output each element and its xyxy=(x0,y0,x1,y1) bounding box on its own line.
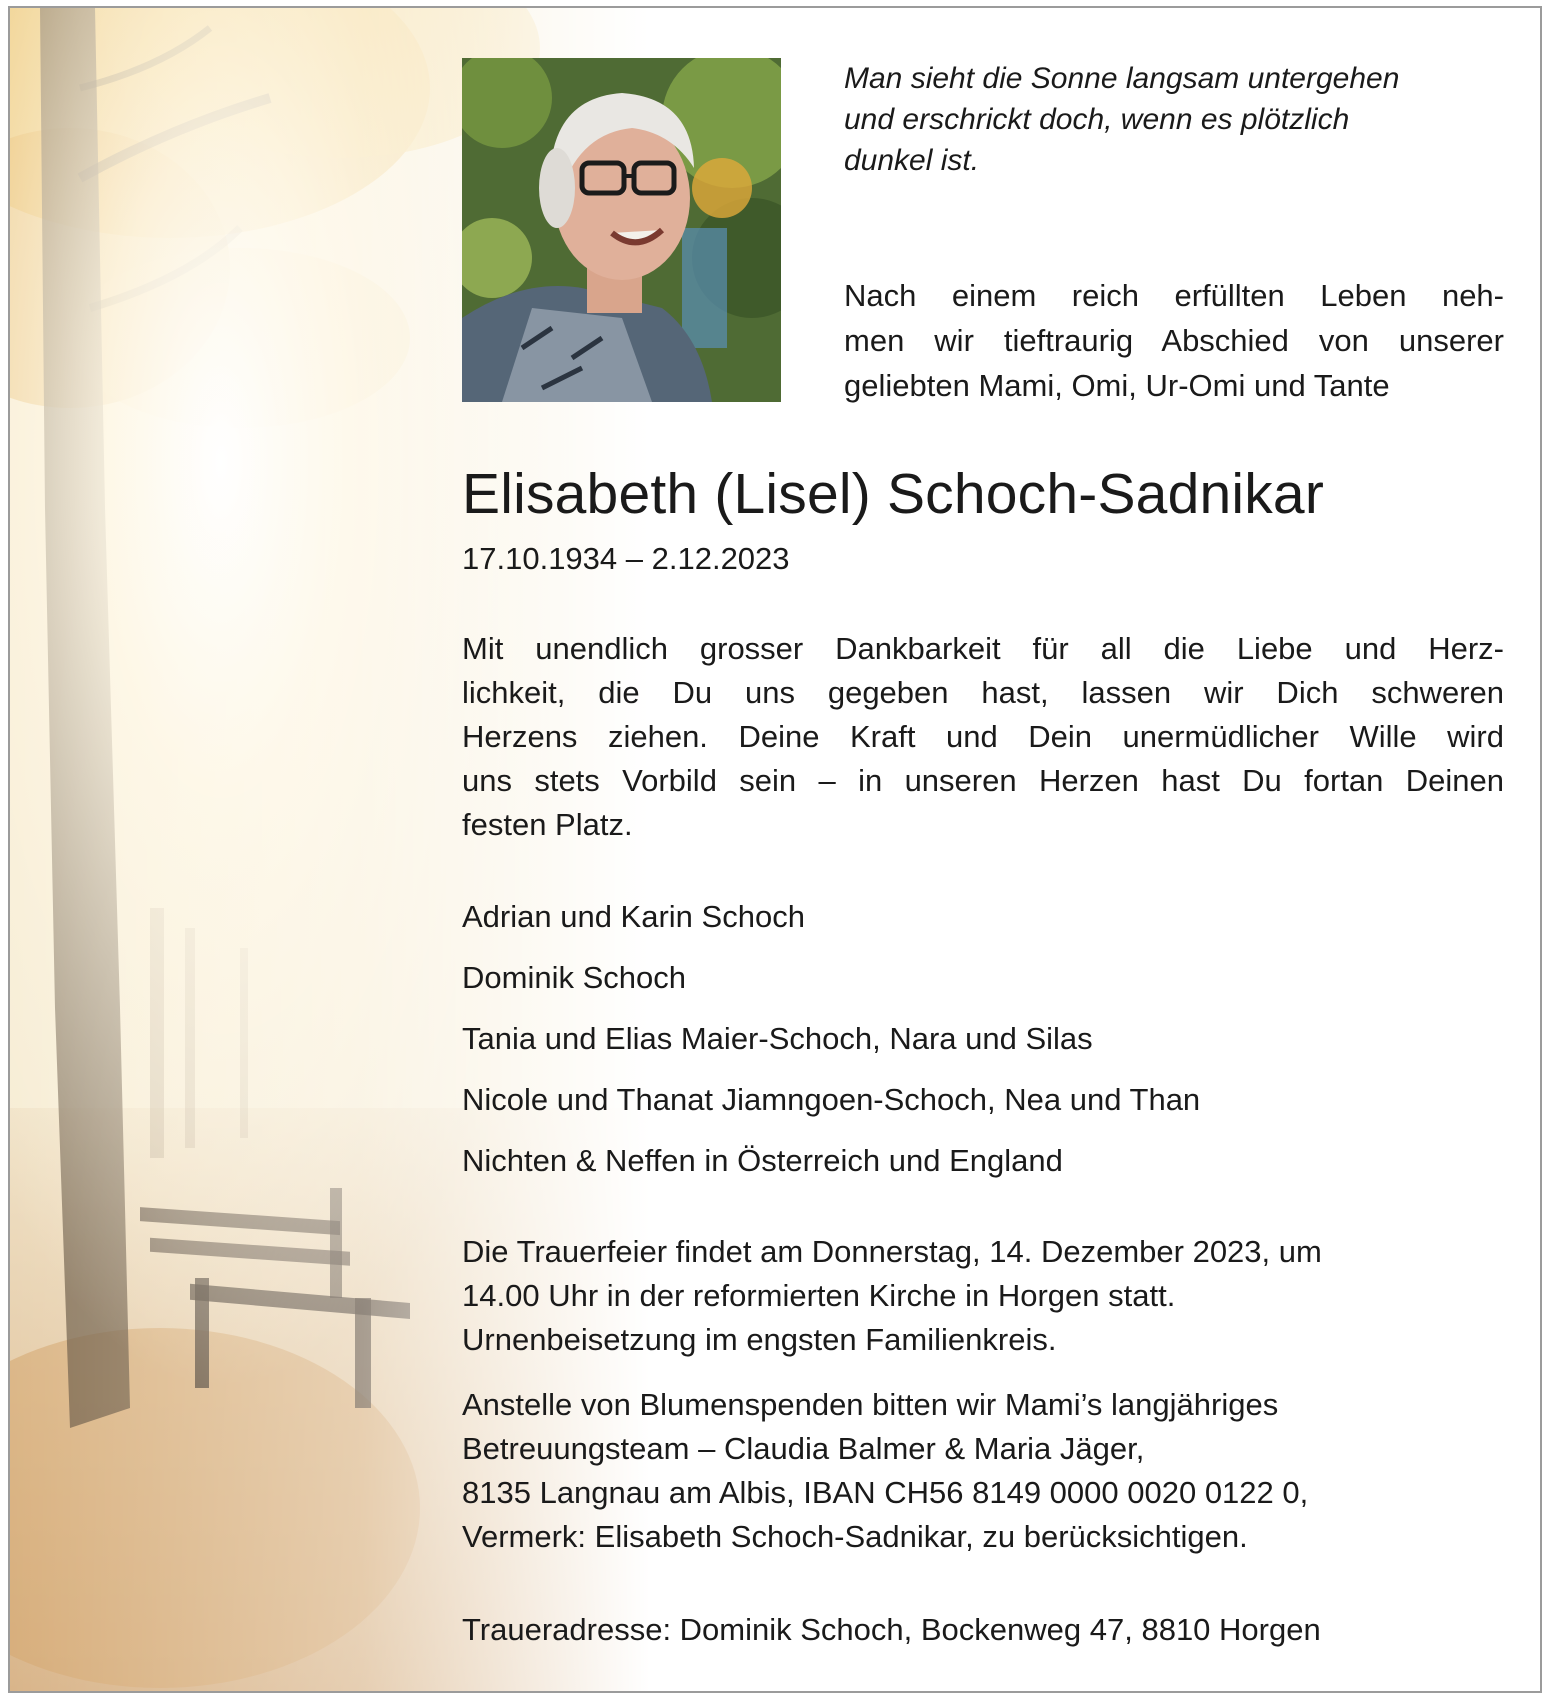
donation-line: Vermerk: Elisabeth Schoch-Sadnikar, zu berücksichtigen. xyxy=(462,1519,1248,1554)
life-dates: 17.10.1934 – 2.12.2023 xyxy=(462,541,790,576)
donation-line: 8135 Langnau am Albis, IBAN CH56 8149 0000 0020 0122 0, xyxy=(462,1475,1309,1510)
deceased-name: Elisabeth (Lisel) Schoch-Sadnikar xyxy=(462,462,1325,526)
tribute-line: uns stets Vorbild sein – in unseren Herzen hast Du fortan Deinen xyxy=(462,763,1504,798)
mourner-entry: Nicole und Thanat Jiamngoen-Schoch, Nea und Than xyxy=(462,1082,1201,1117)
mourner-entry: Tania und Elias Maier-Schoch, Nara und Silas xyxy=(462,1021,1093,1056)
donation-line: Anstelle von Blumenspenden bitten wir Mami’s langjähriges xyxy=(462,1387,1279,1422)
quote-line: Man sieht die Sonne langsam untergehen xyxy=(844,62,1400,95)
ceremony-line: 14.00 Uhr in der reformierten Kirche in Horgen statt. xyxy=(462,1278,1176,1313)
mourner-entry: Dominik Schoch xyxy=(462,960,686,995)
intro-line: Nach einem reich erfüllten Leben neh- xyxy=(844,278,1504,313)
page-border xyxy=(8,6,1542,1693)
tribute-line: Herzens ziehen. Deine Kraft und Dein unermüdlicher Wille wird xyxy=(462,719,1504,754)
ceremony-line: Die Trauerfeier findet am Donnerstag, 14. Dezember 2023, um xyxy=(462,1234,1322,1269)
mourner-entry: Adrian und Karin Schoch xyxy=(462,899,805,934)
tribute-line: lichkeit, die Du uns gegeben hast, lassen wir Dich schweren xyxy=(462,675,1504,710)
quote-line: dunkel ist. xyxy=(844,144,980,177)
donation-line: Betreuungsteam – Claudia Balmer & Maria Jäger, xyxy=(462,1431,1145,1466)
tribute-line: Mit unendlich grosser Dankbarkeit für all die Liebe und Herz- xyxy=(462,631,1504,666)
mourning-address: Traueradresse: Dominik Schoch, Bockenweg 47, 8810 Horgen xyxy=(462,1612,1321,1647)
intro-line: men wir tieftraurig Abschied von unserer xyxy=(844,323,1504,358)
ceremony-line: Urnenbeisetzung im engsten Familienkreis. xyxy=(462,1322,1057,1357)
quote-line: und erschrickt doch, wenn es plötzlich xyxy=(844,103,1350,136)
tribute-line: festen Platz. xyxy=(462,807,633,842)
intro-line: geliebten Mami, Omi, Ur-Omi und Tante xyxy=(844,368,1390,403)
mourner-entry: Nichten & Neffen in Österreich und England xyxy=(462,1143,1063,1178)
